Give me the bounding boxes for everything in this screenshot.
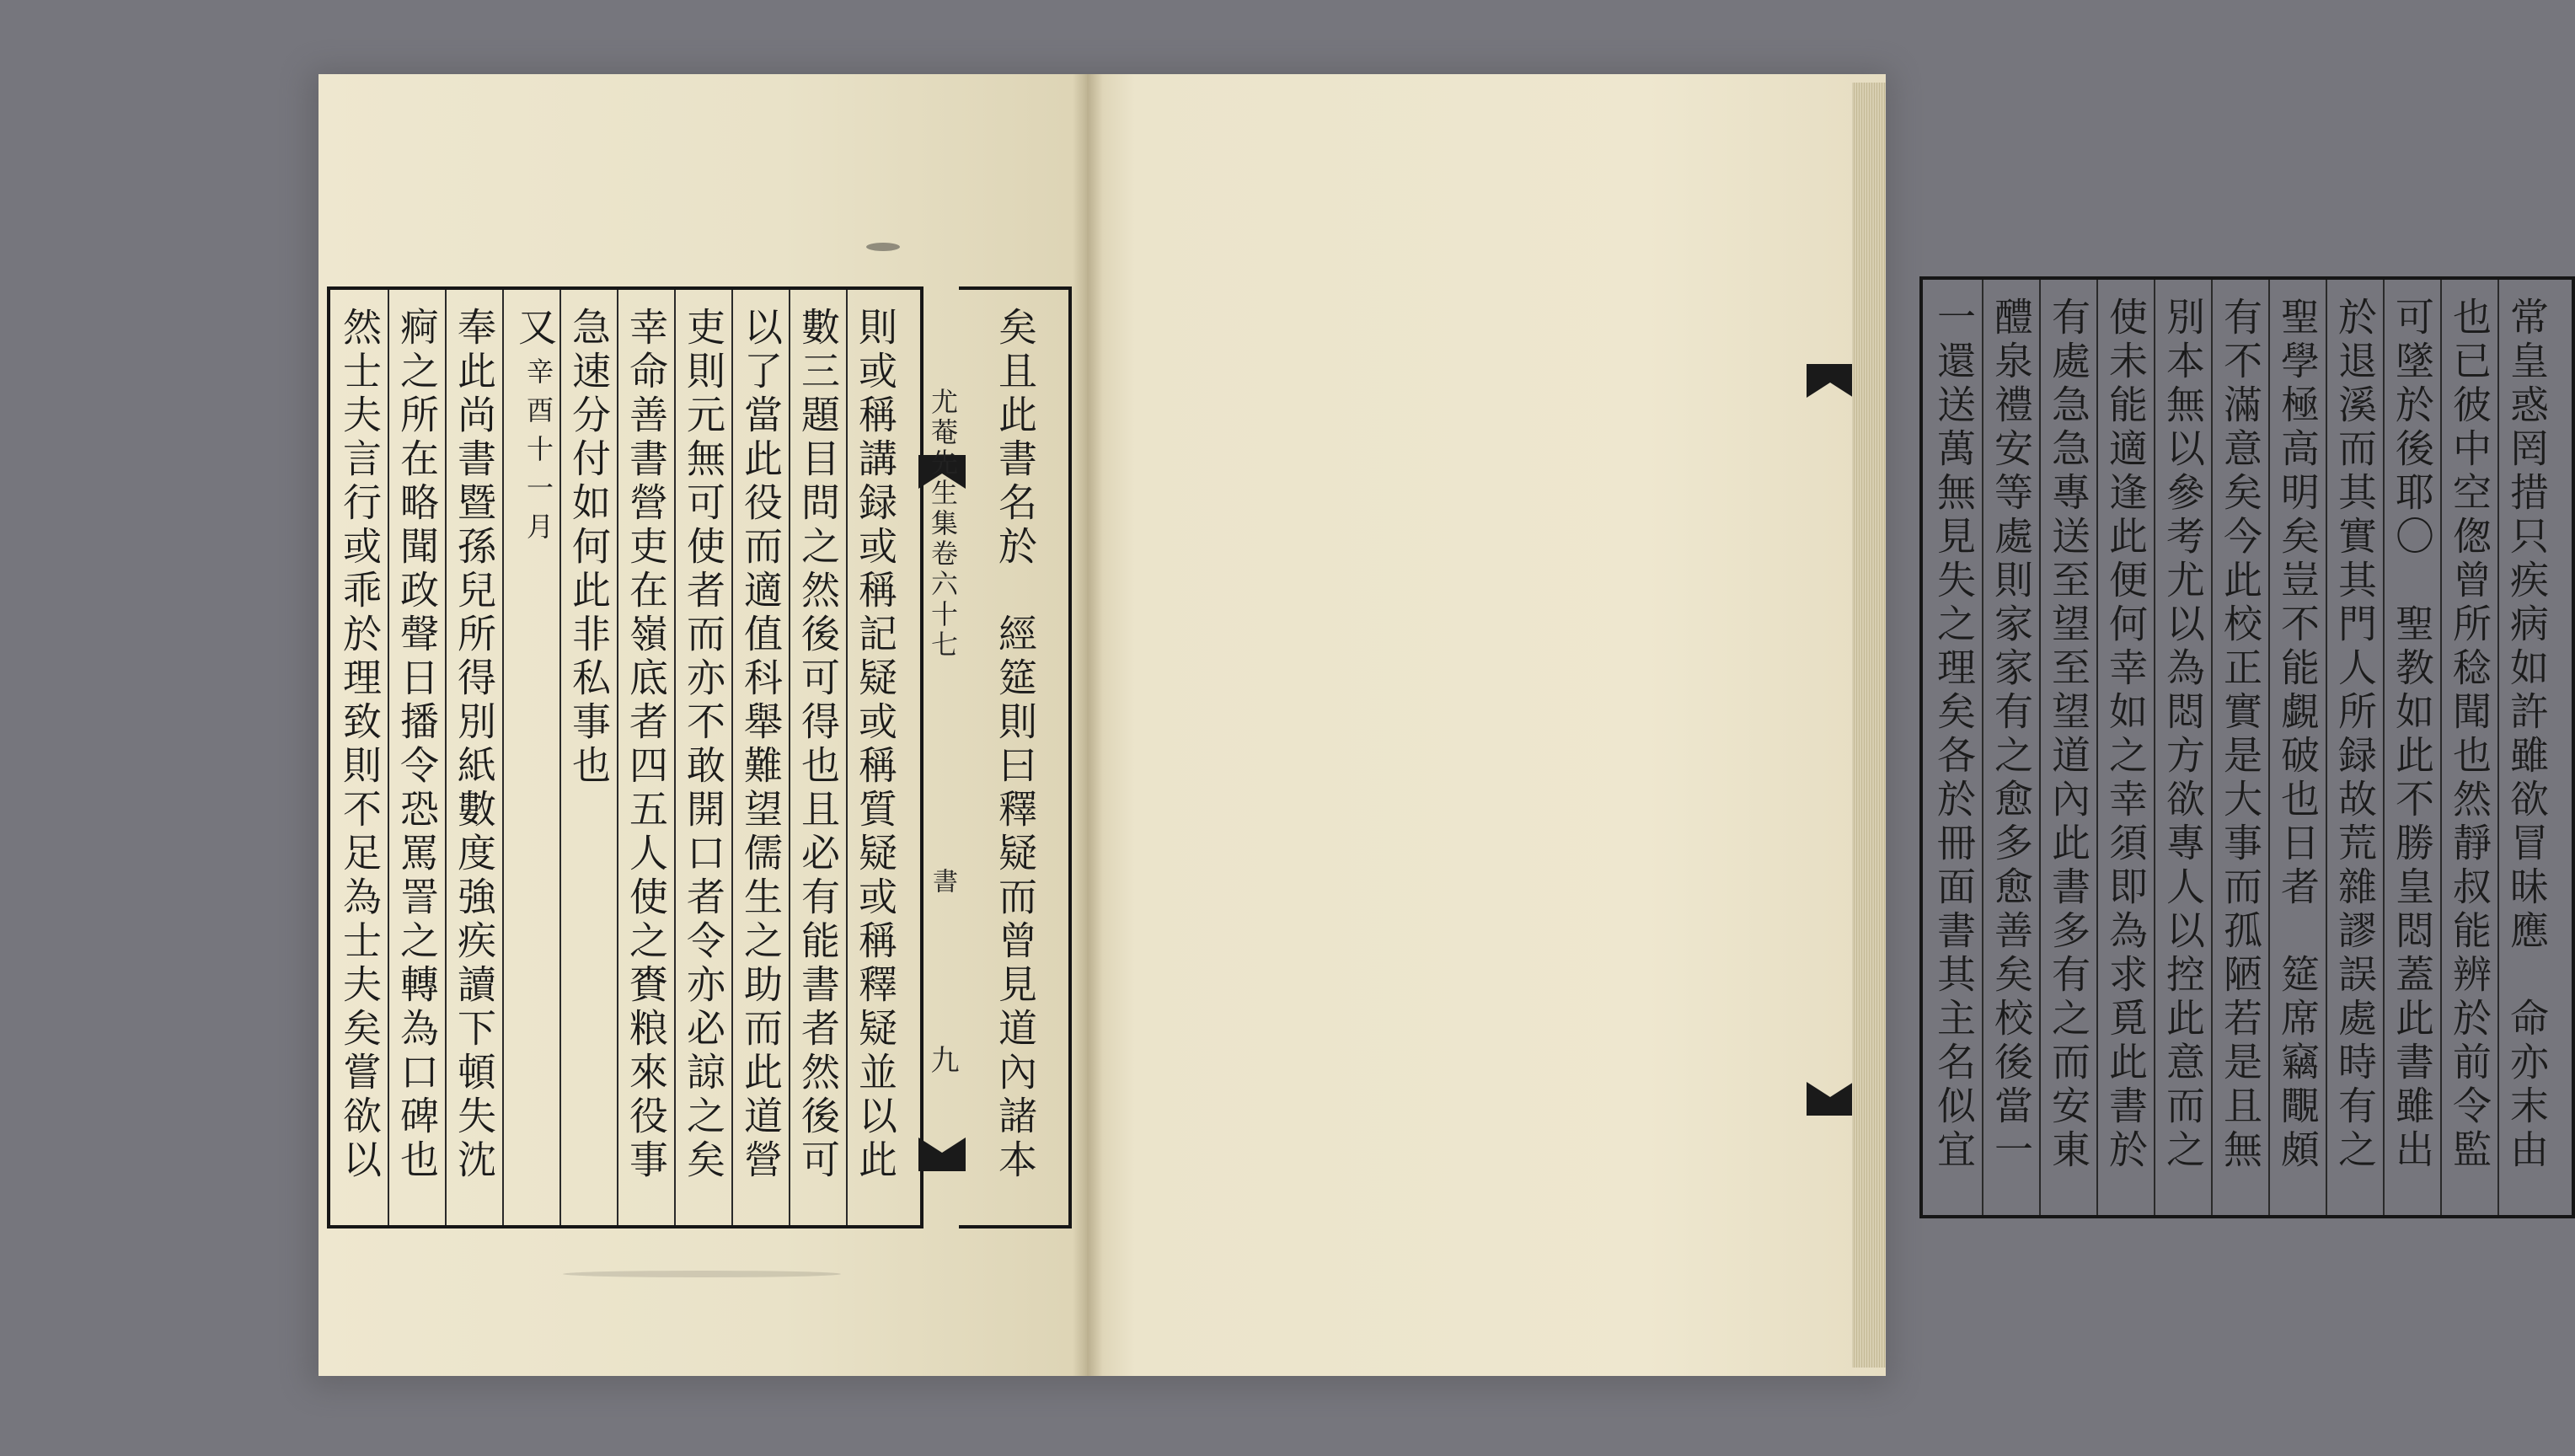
left-last-column-frame	[959, 286, 1072, 1228]
left-column-9: 則或稱講録或稱記疑或稱質疑或稱釋疑並以此	[853, 307, 898, 1183]
column-rule	[1982, 280, 1983, 1215]
right-column-5: 別本無以參考尤以為悶方欲專人以控此意而之	[2160, 297, 2206, 1173]
right-column-4: 使未能適逢此便何幸如之幸須即為求覓此書於	[2103, 297, 2149, 1173]
column-rule	[2039, 280, 2041, 1215]
left-column-heading: 又	[512, 307, 558, 351]
column-rule	[559, 290, 561, 1225]
left-column-date: 辛酉十一月	[522, 357, 554, 551]
right-column-7: 聖學極高明矣豈不能覷破也日者 筵席竊覸頗	[2275, 297, 2321, 1173]
right-column-1: 一還送萬無見失之理矣各於冊面書其主名似宜	[1931, 297, 1977, 1173]
column-rule	[2440, 280, 2442, 1215]
column-rule	[846, 290, 848, 1225]
right-column-8: 於退溪而其實其門人所録故荒雜謬誤處時有之	[2332, 297, 2378, 1173]
left-column-7: 以了當此役而適值科舉難望儒生之助而此道營	[738, 307, 784, 1183]
column-rule	[2211, 280, 2213, 1215]
right-column-6: 有不滿意矣今此校正實是大事而孤陋若是且無	[2218, 297, 2263, 1173]
column-rule	[2096, 280, 2098, 1215]
left-text-frame	[327, 286, 923, 1228]
open-book	[319, 74, 2550, 1376]
column-rule	[2326, 280, 2327, 1215]
left-column-4: 急速分付如何此非私事也	[566, 307, 612, 789]
right-page	[1087, 74, 2550, 1376]
collection-title: 尤菴先生集卷六十七	[927, 388, 959, 661]
column-rule	[2268, 280, 2270, 1215]
page-number: 九	[925, 1045, 959, 1073]
left-column-5: 幸命善書營吏在嶺底者四五人使之賚粮來役事	[624, 307, 669, 1183]
left-column-1: 然士夫言行或乖於理致則不足為士夫矣嘗欲以	[337, 307, 383, 1183]
left-column-2: 痾之所在略聞政聲日播令恐罵詈之轉為口碑也	[394, 307, 440, 1183]
column-rule	[445, 290, 447, 1225]
page-edges	[1852, 83, 1886, 1368]
column-rule	[2497, 280, 2499, 1215]
column-rule	[388, 290, 389, 1225]
ink-stain	[563, 1271, 841, 1277]
right-column-9: 可墜於後耶〇 聖教如此不勝皇悶蓋此書雖出	[2390, 297, 2435, 1173]
left-column-3: 奉此尚書暨孫兒所得別紙數度強疾讀下頓失沈	[452, 307, 497, 1183]
right-text-frame	[1919, 276, 2575, 1218]
column-rule	[731, 290, 733, 1225]
left-column-10: 矣且此書名於 經筵則曰釋疑而曾見道內諸本	[993, 307, 1038, 1183]
column-rule	[674, 290, 676, 1225]
left-column-8: 數三題目問之然後可得也且必有能書者然後可	[795, 307, 841, 1183]
book-gutter	[1073, 74, 1103, 1376]
ink-stain	[866, 243, 900, 251]
right-column-11: 常皇惑罔措只疾病如許雖欲冒昧應 命亦末由	[2504, 297, 2550, 1173]
column-rule	[617, 290, 618, 1225]
fishtail-ornament-icon	[1805, 1082, 1855, 1116]
left-page	[319, 74, 1087, 1376]
genre-label: 書	[928, 868, 957, 893]
left-column-6: 吏則元無可使者而亦不敢開口者令亦必諒之矣	[681, 307, 726, 1183]
column-rule	[502, 290, 504, 1225]
right-column-10: 也已彼中空偬曾所稔聞也然靜叔能辨於前令監	[2447, 297, 2492, 1173]
right-column-3: 有處急急專送至望至望道內此書多有之而安東	[2046, 297, 2091, 1173]
column-rule	[2154, 280, 2155, 1215]
fishtail-ornament-icon	[1805, 364, 1855, 398]
column-rule	[2383, 280, 2385, 1215]
column-rule	[789, 290, 790, 1225]
right-column-2: 醴泉禮安等處則家家有之愈多愈善矣校後當一	[1989, 297, 2034, 1173]
